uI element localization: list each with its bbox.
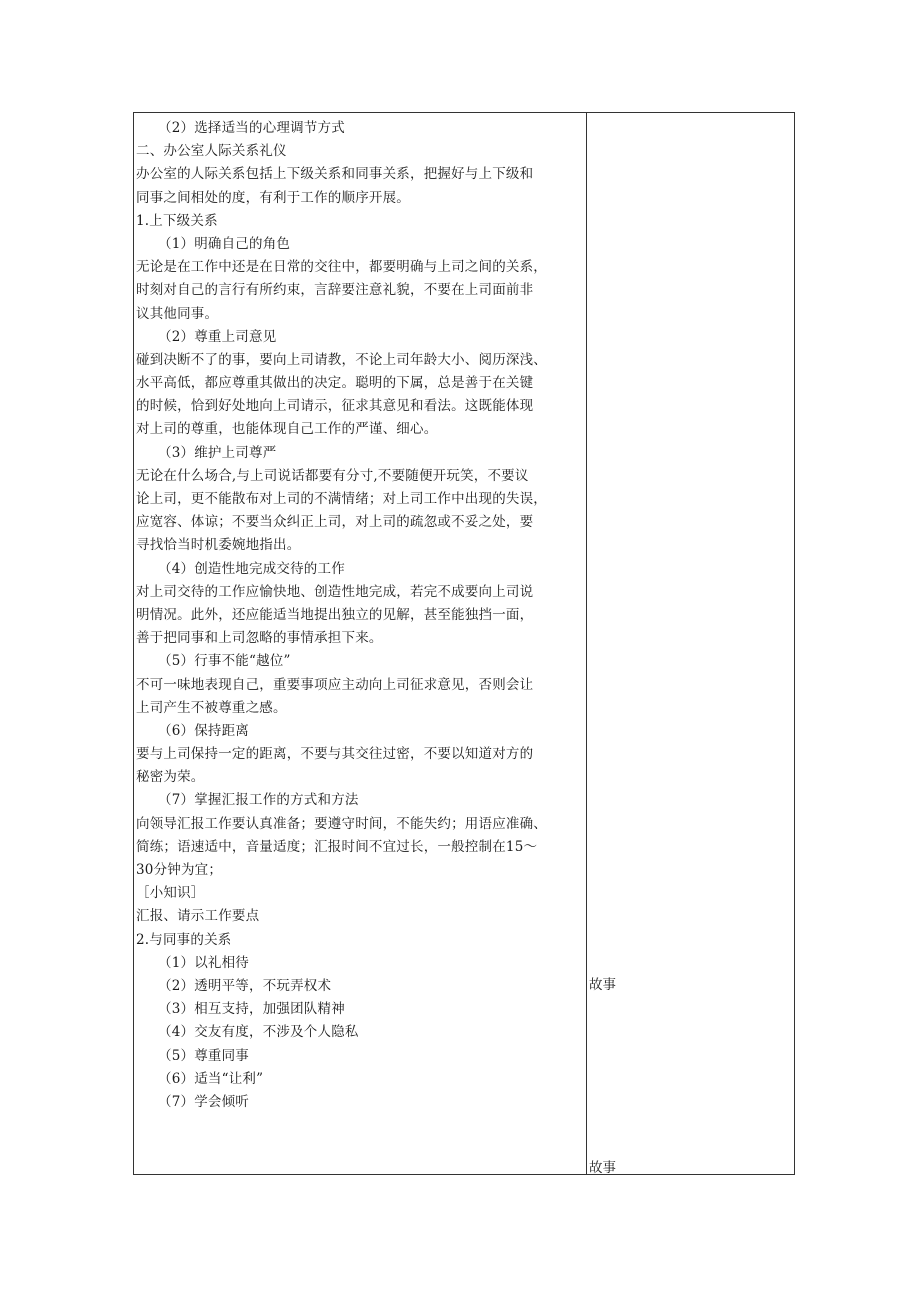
text-line: 水平高低，都应尊重其做出的决定。聪明的下属，总是善于在关键 — [136, 375, 534, 392]
text-line: 简练；语速适中，音量适度；汇报时间不宜过长，一般控制在15～ — [136, 838, 538, 855]
text-line: 论上司，更不能散布对上司的不满情绪；对上司工作中出现的失误， — [136, 491, 547, 507]
text-line: 向领导汇报工作要认真准备；要遵守时间，不能失约；用语应准确、 — [136, 815, 547, 832]
text-line: （2）尊重上司意见 — [158, 328, 277, 345]
text-line: 碰到决断不了的事，要向上司请教，不论上司年龄大小、阅历深浅、 — [136, 351, 547, 368]
text-line: 不可一味地表现自己，重要事项应主动向上司征求意见，否则会让 — [136, 676, 534, 693]
text-line: 对上司的尊重，也能体现自己工作的严谨、细心。 — [136, 421, 438, 438]
text-line: 同事之间相处的度，有利于工作的顺序开展。 — [136, 189, 410, 206]
text-line: （4）交友有度，不涉及个人隐私 — [158, 1024, 359, 1041]
text-line: 要与上司保持一定的距离，不要与其交往过密，不要以知道对方的 — [136, 746, 534, 763]
text-line: （4）创造性地完成交待的工作 — [158, 560, 345, 577]
text-line: 善于把同事和上司忽略的事情承担下来。 — [136, 630, 383, 647]
text-line: （1）明确自己的角色 — [158, 235, 291, 252]
text-line: （3）维护上司尊严 — [158, 444, 277, 461]
text-line: （5）行事不能“越位” — [158, 653, 291, 670]
text-line: 明情况。此外，还应能适当地提出独立的见解，甚至能独挡一面， — [136, 606, 534, 623]
text-line: ［小知识］ — [136, 885, 205, 902]
text-line: 1.上下级关系 — [136, 212, 218, 229]
text-line: （5）尊重同事 — [158, 1047, 249, 1064]
text-line: 议其他同事。 — [136, 305, 219, 322]
text-line: 无论是在工作中还是在日常的交往中，都要明确与上司之间的关系， — [136, 259, 547, 276]
text-line: 30分钟为宜； — [136, 862, 223, 878]
text-line: 2.与同事的关系 — [136, 931, 232, 948]
text-line: 无论在什么场合,与上司说话都要有分寸,不要随便开玩笑，不要议 — [136, 467, 529, 484]
text-line: （2）选择适当的心理调节方式 — [158, 120, 345, 136]
text-line: 二、办公室人际关系礼仪 — [136, 143, 287, 160]
text-line: （6）适当“让利” — [158, 1070, 264, 1087]
text-line: （1）以礼相待 — [158, 954, 249, 971]
text-line: 寻找恰当时机委婉地指出。 — [136, 537, 301, 554]
text-line: 秘密为荣。 — [136, 769, 205, 786]
text-line: （7）掌握汇报工作的方式和方法 — [158, 792, 359, 809]
column-divider — [586, 113, 587, 1174]
text-line: （7）学会倾听 — [158, 1093, 249, 1110]
text-line: 应宽容、体谅；不要当众纠正上司，对上司的疏忽或不妥之处，要 — [136, 514, 534, 531]
main-content-cell — [136, 117, 586, 1114]
text-line: （3）相互支持，加强团队精神 — [158, 1001, 345, 1018]
text-line: 时刻对自己的言行有所约束，言辞要注意礼貌，不要在上司面前非 — [136, 282, 534, 299]
side-notes-cell — [589, 113, 789, 1174]
text-line: （6）保持距离 — [158, 722, 249, 739]
text-line: 的时候，恰到好处地向上司请示，征求其意见和看法。这既能体现 — [136, 398, 534, 415]
text-line: 上司产生不被尊重之感。 — [136, 699, 287, 716]
text-line: 汇报、请示工作要点 — [136, 908, 260, 925]
document-table — [133, 112, 795, 1175]
side-note-story: 故事 — [589, 977, 616, 993]
side-note-story: 故事 — [589, 1160, 616, 1176]
text-line: 办公室的人际关系包括上下级关系和同事关系，把握好与上下级和 — [136, 166, 534, 183]
text-line: （2）透明平等，不玩弄权术 — [158, 977, 332, 994]
text-line: 对上司交待的工作应愉快地、创造性地完成，若完不成要向上司说 — [136, 583, 534, 600]
